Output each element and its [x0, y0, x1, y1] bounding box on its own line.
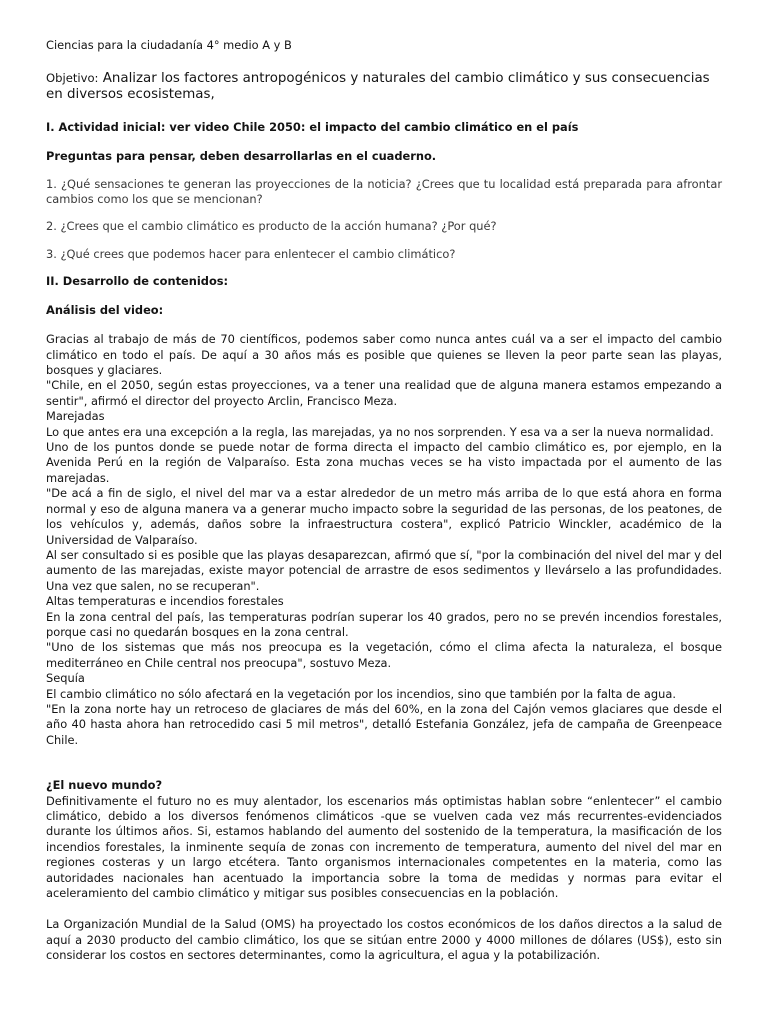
question-2: 2. ¿Crees que el cambio climático es producto de la acción humana? ¿Por qué? — [46, 219, 497, 234]
questions-heading: Preguntas para pensar, deben desarrollarlas en el cuaderno. — [46, 148, 437, 163]
new-world-paragraph: Definitivamente el futuro no es muy alentador, los escenarios más optimistas hablan sobre “enlentecer” el cambio climático, debido a los diversos fenómenos climáticos -que se vuelven cada vez más recurrentes-evidenciados durante los últimos años. Si, estamos hablando del aumento del sostenido de la temperatura, la masificación de los incendios forestales, la inminente sequía de zonas con incremento de temperatura, aumento del nivel del mar en regiones costeras y un largo etcétera. Tanto organismos internacionales competentes en la materia, como las autoridades nacionales han acentuado la importancia sobre la toma de medidas y normas para evitar el aceleramiento del cambio climático y mitigar sus posibles consecuencias en la población. — [46, 793, 722, 901]
subheading-sequia: Sequía — [46, 671, 85, 686]
oms-paragraph: La Organización Mundial de la Salud (OMS) ha proyectado los costos económicos de los daños directos a la salud de aquí a 2030 producto del cambio climático, los que se sitúan entre 2000 y 4000 millones de dólares (US$), esto sin considerar los costos en sectores determinantes, como la agricultura, el agua y la potabilización. — [46, 917, 722, 963]
objective-text: Analizar los factores antropogénicos y naturales del cambio climático y sus consecuencias en diversos ecosistemas, — [46, 71, 710, 103]
analysis-title: Análisis del video: — [46, 303, 164, 318]
course-header: Ciencias para la ciudadanía 4° medio A y B — [46, 38, 292, 52]
analysis-paragraph: "Uno de los sistemas que más nos preocupa es la vegetación, cómo el clima afecta la naturaleza, el bosque mediterráneo en Chile central nos preocupa", sostuvo Meza. — [46, 640, 722, 670]
analysis-body — [46, 332, 722, 748]
objective — [46, 70, 722, 103]
objective-label: Objetivo: — [46, 71, 99, 86]
analysis-paragraph: Uno de los puntos donde se puede notar de forma directa el impacto del cambio climático es, por ejemplo, en la Avenida Perú en la región de Valparaíso. Esta zona muchas veces se ha visto impactada por el aumento de las marejadas. — [46, 440, 722, 485]
analysis-paragraph: "En la zona norte hay un retroceso de glaciares de más del 60%, en la zona del Cajón vemos glaciares que desde el año 40 hasta ahora han retrocedido casi 5 mil metros", detalló Estefania González, jefa de campaña de Greenpeace Chile. — [46, 701, 722, 747]
question-1: 1. ¿Qué sensaciones te generan las proyecciones de la noticia? ¿Crees que tu localidad está preparada para afrontar cambios como los que se mencionan? — [46, 177, 722, 207]
analysis-paragraph: Lo que antes era una excepción a la regla, las marejadas, ya no nos sorprenden. Y esa va a ser la nueva normalidad. — [46, 424, 714, 439]
new-world-section — [46, 778, 722, 901]
analysis-paragraph: "Chile, en el 2050, según estas proyecciones, va a tener una realidad que de alguna manera estamos empezando a sentir", afirmó el director del proyecto Arclin, Francisco Meza. — [46, 378, 722, 408]
subheading-marejadas: Marejadas — [46, 409, 105, 424]
analysis-paragraph: En la zona central del país, las temperaturas podrían superar los 40 grados, pero no se prevén incendios forestales, porque casi no quedarán bosques en la zona central. — [46, 609, 722, 639]
development-heading: II. Desarrollo de contenidos: — [46, 273, 229, 288]
subheading-temperaturas: Altas temperaturas e incendios forestales — [46, 594, 284, 609]
analysis-paragraph: Al ser consultado si es posible que las playas desaparezcan, afirmó que sí, "por la combinación del nivel del mar y del aumento de las marejadas, existe mayor potencial de arrastre de esos sedimentos y llevárselo a las profundidades. Una vez que salen, no se recuperan". — [46, 547, 722, 593]
analysis-paragraph: El cambio climático no sólo afectará en la vegetación por los incendios, sino que también por la falta de agua. — [46, 686, 676, 701]
activity-heading: I. Actividad inicial: ver video Chile 2050: el impacto del cambio climático en el país — [46, 119, 579, 134]
question-3: 3. ¿Qué crees que podemos hacer para enlentecer el cambio climático? — [46, 246, 456, 261]
analysis-paragraph: Gracias al trabajo de más de 70 científicos, podemos saber como nunca antes cuál va a ser el impacto del cambio climático en todo el país. De aquí a 30 años más es posible que quienes se lleven la peor parte sean las playas, bosques y glaciares. — [46, 332, 722, 378]
new-world-heading: ¿El nuevo mundo? — [46, 778, 163, 793]
analysis-paragraph: "De acá a fin de siglo, el nivel del mar va a estar alrededor de un metro más arriba de lo que está ahora en forma normal y eso de alguna manera va a generar mucho impacto sobre la seguridad de las personas, de los peatones, de los vehículos y, además, daños sobre la infraestructura costera", explicó Patricio Winckler, académico de la Universidad de Valparaíso. — [46, 486, 722, 547]
